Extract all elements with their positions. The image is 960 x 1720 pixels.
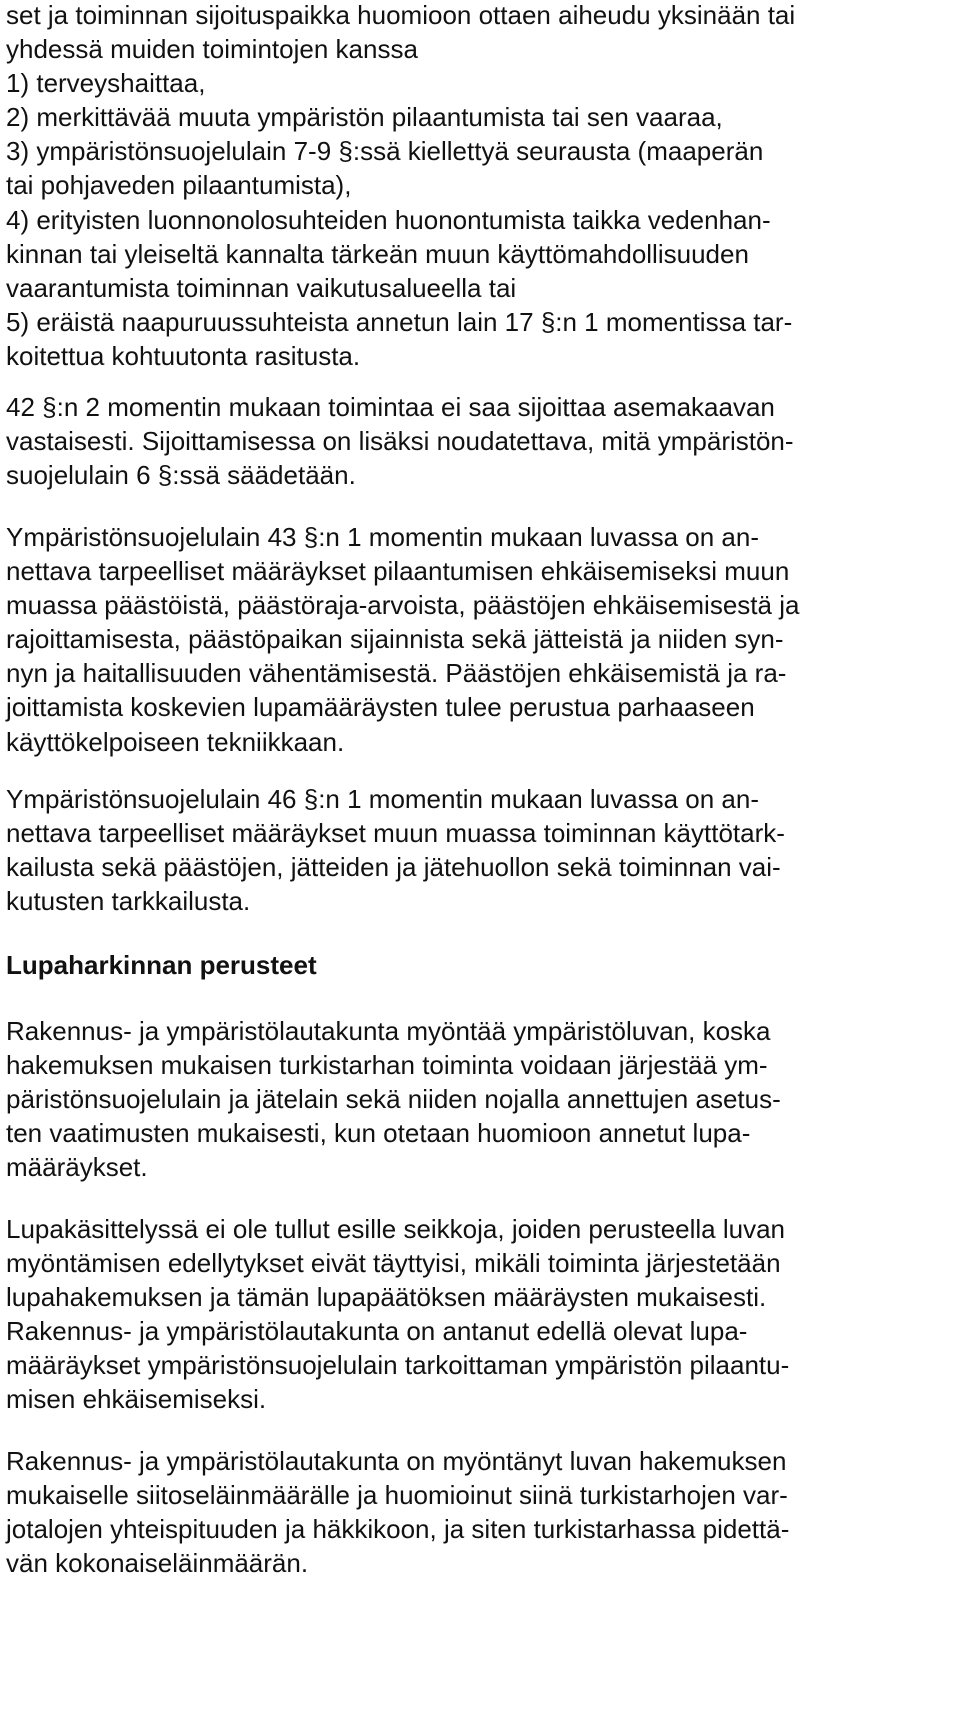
paragraph-permit-granted (6, 1014, 781, 1184)
text-line: kutusten tarkkailusta. (6, 886, 251, 917)
text-line: set ja toiminnan sijoituspaikka huomioon ottaen aiheudu yksinään tai (6, 0, 796, 30)
text-line: 4) erityisten luonnonolosuhteiden huonontumista taikka vedenhan- (6, 204, 771, 235)
text-line: 2) merkittävää muuta ympäristön pilaantumista tai sen vaaraa, (6, 102, 723, 133)
text-line: nettava tarpeelliset määräykset pilaantumisen ehkäisemiseksi muun (6, 556, 790, 587)
text-line: Ympäristönsuojelulain 46 §:n 1 momentin mukaan luvassa on an- (6, 784, 759, 814)
text-line: määräykset ympäristönsuojelulain tarkoittaman ympäristön pilaantu- (6, 1350, 790, 1381)
text-line: Lupakäsittelyssä ei ole tullut esille seikkoja, joiden perusteella luvan (6, 1214, 786, 1244)
paragraph-animal-count (6, 1444, 789, 1580)
text-line: Ympäristönsuojelulain 43 §:n 1 momentin mukaan luvassa on an- (6, 522, 759, 552)
text-line: jotalojen yhteispituuden ja häkkikoon, ja siten turkistarhassa pidettä- (6, 1514, 790, 1545)
permit-conditions-list (6, 0, 795, 373)
text-line: ten vaatimusten mukaisesti, kun otetaan huomioon annetut lupa- (6, 1118, 751, 1149)
text-line: kailusta sekä päästöjen, jätteiden ja jätehuollon sekä toiminnan vai- (6, 852, 781, 883)
text-line: mukaiselle siitoseläinmäärälle ja huomioinut siinä turkistarhojen var- (6, 1480, 788, 1511)
text-line: nyn ja haitallisuuden vähentämisestä. Päästöjen ehkäisemistä ja ra- (6, 658, 787, 689)
text-line: 3) ympäristönsuojelulain 7-9 §:ssä kiellettyä seurausta (maaperän (6, 136, 764, 167)
text-line: Rakennus- ja ympäristölautakunta on myöntänyt luvan hakemuksen (6, 1446, 787, 1476)
text-line: muassa päästöistä, päästöraja-arvoista, päästöjen ehkäisemisestä ja (6, 590, 800, 621)
text-line: misen ehkäisemiseksi. (6, 1384, 267, 1415)
heading-text: Lupaharkinnan perusteet (6, 950, 317, 980)
text-line: suojelulain 6 §:ssä säädetään. (6, 460, 356, 491)
text-line: 5) eräistä naapuruussuhteista annetun lain 17 §:n 1 momentissa tar- (6, 306, 793, 337)
text-line: yhdessä muiden toimintojen kanssa (6, 34, 418, 65)
text-line: 42 §:n 2 momentin mukaan toimintaa ei saa sijoittaa asemakaavan (6, 392, 775, 422)
text-line: Rakennus- ja ympäristölautakunta on antanut edellä olevat lupa- (6, 1316, 748, 1347)
text-line: Rakennus- ja ympäristölautakunta myöntää ympäristöluvan, koska (6, 1016, 771, 1046)
paragraph-processing (6, 1212, 789, 1417)
text-line: kinnan tai yleiseltä kannalta tärkeän muun käyttömahdollisuuden (6, 238, 749, 269)
text-line: hakemuksen mukaisen turkistarhan toiminta voidaan järjestää ym- (6, 1050, 768, 1081)
text-line: vän kokonaiseläinmäärän. (6, 1548, 309, 1579)
text-line: vastaisesti. Sijoittamisessa on lisäksi noudatettava, mitä ympäristön- (6, 426, 794, 457)
paragraph-46 (6, 782, 785, 918)
text-line: tai pohjaveden pilaantumista), (6, 170, 352, 201)
text-line: joittamista koskevien lupamääräysten tulee perustua parhaaseen (6, 692, 755, 723)
text-line: vaarantumista toiminnan vaikutusalueella tai (6, 272, 517, 303)
text-line: määräykset. (6, 1152, 148, 1183)
paragraph-43 (6, 520, 799, 759)
text-line: koitettua kohtuutonta rasitusta. (6, 340, 361, 371)
text-line: nettava tarpeelliset määräykset muun muassa toiminnan käyttötark- (6, 818, 785, 849)
text-line: päristönsuojelulain ja jätelain sekä niiden nojalla annettujen asetus- (6, 1084, 781, 1115)
text-line: rajoittamisesta, päästöpaikan sijainnista sekä jätteistä ja niiden syn- (6, 624, 784, 655)
text-line: käyttökelpoiseen tekniikkaan. (6, 726, 345, 757)
text-line: lupahakemuksen ja tämän lupapäätöksen määräysten mukaisesti. (6, 1282, 767, 1313)
text-line: 1) terveyshaittaa, (6, 68, 206, 99)
paragraph-42 (6, 390, 794, 492)
text-line: myöntämisen edellytykset eivät täyttyisi, mikäli toiminta järjestetään (6, 1248, 781, 1279)
section-heading (6, 948, 317, 982)
